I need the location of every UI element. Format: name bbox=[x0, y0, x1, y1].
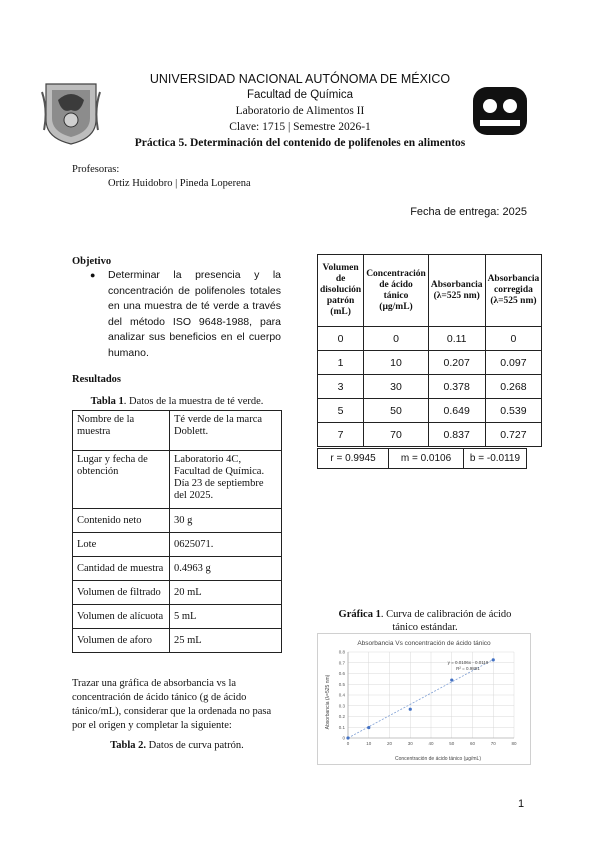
table-cell: 50 bbox=[364, 399, 429, 423]
table-cell: 0 bbox=[364, 327, 429, 351]
table-row bbox=[73, 411, 282, 451]
table-cell-label: Cantidad de muestra bbox=[73, 557, 170, 581]
table-row bbox=[318, 351, 542, 375]
faculty-name: Facultad de Química bbox=[246, 89, 354, 101]
chart-data-point bbox=[409, 708, 412, 711]
table-row bbox=[73, 509, 282, 533]
table-cell: 0.837 bbox=[428, 423, 485, 447]
table-cell-value: 30 g bbox=[170, 509, 282, 533]
chart-caption-bold: Gráfica 1 bbox=[338, 609, 381, 620]
header-volume: Volumen de disolución patrón (mL) bbox=[318, 255, 364, 327]
chart-y-tick-label: 0 bbox=[342, 735, 345, 741]
table-row bbox=[73, 605, 282, 629]
chart-trendline bbox=[348, 660, 493, 738]
table-cell-value: 25 mL bbox=[170, 629, 282, 653]
chart-y-tick-label: 0.7 bbox=[338, 660, 345, 666]
chart-trendline-path bbox=[348, 660, 493, 738]
table-cell: 5 bbox=[318, 399, 364, 423]
table-cell: 0.097 bbox=[485, 351, 542, 375]
stat-r: r = 0.9945 bbox=[318, 449, 389, 469]
chart-y-axis-label: Absorbancia (λ=525 nm) bbox=[325, 674, 331, 730]
table-cell-value: 0625071. bbox=[170, 533, 282, 557]
table-cell: 0 bbox=[485, 327, 542, 351]
chart-r-squared: R² = 0.9891 bbox=[456, 666, 480, 671]
table-cell-value: 0.4963 g bbox=[170, 557, 282, 581]
chart-caption-text: . Curva de calibración de ácido tánico estándar. bbox=[380, 609, 512, 633]
chart-x-tick-label: 30 bbox=[407, 741, 413, 746]
table1-caption bbox=[72, 396, 282, 407]
table-cell: 3 bbox=[318, 375, 364, 399]
table-cell: 1 bbox=[318, 351, 364, 375]
chart-x-tick-label: 20 bbox=[386, 741, 393, 746]
regression-stats-table bbox=[317, 448, 527, 469]
table-row bbox=[73, 533, 282, 557]
table-cell: 0.207 bbox=[428, 351, 485, 375]
table1-caption-bold: Tabla 1 bbox=[90, 396, 124, 407]
chart-x-tick-label: 60 bbox=[469, 741, 476, 746]
chart-x-tick-label: 40 bbox=[428, 741, 434, 746]
course-key: Clave: 1715 | Semestre 2026-1 bbox=[229, 121, 371, 133]
chart-y-tick-label: 0.2 bbox=[338, 714, 345, 719]
chart-x-tick-label: 50 bbox=[449, 741, 455, 746]
stat-b: b = -0.0119 bbox=[464, 449, 527, 469]
results-heading: Resultados bbox=[72, 374, 122, 385]
chart-x-tick-label: 10 bbox=[366, 741, 372, 746]
table-cell: 10 bbox=[364, 351, 429, 375]
table-cell: 70 bbox=[364, 423, 429, 447]
chart-caption bbox=[325, 608, 525, 634]
table-row bbox=[318, 327, 542, 351]
practice-title: Práctica 5. Determinación del contenido de polifenoles en alimentos bbox=[134, 137, 466, 149]
professors-label: Profesoras: bbox=[72, 164, 120, 175]
sample-data-table bbox=[72, 410, 282, 653]
chart-y-tick-label: 0.8 bbox=[338, 649, 345, 655]
standard-curve-table bbox=[317, 254, 542, 447]
table-cell-label: Volumen de filtrado bbox=[73, 581, 170, 605]
chart-svg bbox=[318, 634, 530, 764]
table-header-row bbox=[318, 255, 542, 327]
table-cell: 0.378 bbox=[428, 375, 485, 399]
chart-equation: y = 0.0106x - 0.0119 bbox=[447, 660, 489, 665]
chart-x-axis-label: Concentración de ácido tánico (µg/mL) bbox=[395, 756, 481, 762]
table-cell: 0.649 bbox=[428, 399, 485, 423]
table-row bbox=[318, 375, 542, 399]
professors-names: Ortiz Huidobro | Pineda Loperena bbox=[108, 178, 251, 189]
table-row bbox=[318, 423, 542, 447]
chart-title: Absorbancia Vs concentración de ácido tánico bbox=[357, 640, 491, 647]
chart-y-tick-label: 0.3 bbox=[338, 703, 345, 709]
table-cell: 0.727 bbox=[485, 423, 542, 447]
objective-bullet-marker: ● bbox=[90, 270, 96, 280]
chart-y-tick-label: 0.1 bbox=[338, 724, 345, 730]
table2-caption-text: Datos de curva patrón. bbox=[146, 740, 244, 751]
table1-caption-text: . Datos de la muestra de té verde. bbox=[123, 396, 264, 407]
table-cell: 30 bbox=[364, 375, 429, 399]
table-row bbox=[318, 399, 542, 423]
chart-data-point bbox=[492, 658, 495, 661]
chart-y-tick-label: 0.4 bbox=[338, 692, 345, 698]
table-cell: 0 bbox=[318, 327, 364, 351]
table-cell-label: Lote bbox=[73, 533, 170, 557]
table-cell: 0.539 bbox=[485, 399, 542, 423]
table-row bbox=[73, 629, 282, 653]
table-row bbox=[73, 557, 282, 581]
table2-caption-bold: Tabla 2. bbox=[110, 740, 147, 751]
table-row bbox=[318, 449, 527, 469]
chart-data-point bbox=[450, 678, 453, 681]
chart-x-tick-label: 0 bbox=[346, 741, 350, 746]
header-absorbance: Absorbancia (λ=525 nm) bbox=[428, 255, 485, 327]
objective-heading: Objetivo bbox=[72, 256, 112, 267]
table-cell: 0.268 bbox=[485, 375, 542, 399]
table-cell-value: Té verde de la marca Doblett. bbox=[170, 411, 282, 451]
table2-caption bbox=[72, 740, 282, 751]
table-cell-value: Laboratorio 4C, Facultad de Química. Día 23 de septiembre del 2025. bbox=[170, 451, 282, 509]
chart-data-point bbox=[346, 736, 349, 739]
table-cell-label: Volumen de alícuota bbox=[73, 605, 170, 629]
objective-text: Determinar la presencia y la concentración de polifenoles totales en una muestra de té verde a través del método ISO 9648-1988, para analizar sus beneficios en el cuerpo humano. bbox=[108, 269, 281, 359]
chart-axes bbox=[339, 650, 517, 747]
chart-grid bbox=[348, 652, 514, 738]
chart-data-point bbox=[367, 726, 370, 729]
chart-x-tick-label: 80 bbox=[511, 741, 517, 746]
lab-name: Laboratorio de Alimentos II bbox=[235, 105, 365, 117]
chart-y-tick-label: 0.5 bbox=[338, 681, 345, 687]
table-cell-label: Volumen de aforo bbox=[73, 629, 170, 653]
university-name: UNIVERSIDAD NACIONAL AUTÓNOMA DE MÉXICO bbox=[149, 72, 451, 86]
page-number: 1 bbox=[518, 798, 525, 810]
table-cell-label: Nombre de la muestra bbox=[73, 411, 170, 451]
due-date: Fecha de entrega: 2025 bbox=[410, 206, 527, 218]
table-row bbox=[73, 451, 282, 509]
stat-m: m = 0.0106 bbox=[389, 449, 464, 469]
table-cell-label: Lugar y fecha de obtención bbox=[73, 451, 170, 509]
table-cell-label: Contenido neto bbox=[73, 509, 170, 533]
chart-x-tick-label: 70 bbox=[490, 741, 496, 746]
header-corrected-absorbance: Absorbancia corregida (λ=525 nm) bbox=[485, 255, 542, 327]
table-row bbox=[73, 581, 282, 605]
calibration-chart bbox=[317, 633, 531, 765]
instruction-text: Trazar una gráfica de absorbancia vs la concentración de ácido tánico (g de ácido tánico/mL), considerar que la ordenada no pasa por el origen y completar la siguiente: bbox=[72, 678, 272, 731]
header-concentration: Concentración de ácido tánico (µg/mL) bbox=[364, 255, 429, 327]
chart-y-tick-label: 0.6 bbox=[338, 671, 345, 676]
table-cell: 0.11 bbox=[428, 327, 485, 351]
table-cell-value: 20 mL bbox=[170, 581, 282, 605]
table-cell: 7 bbox=[318, 423, 364, 447]
table-cell-value: 5 mL bbox=[170, 605, 282, 629]
